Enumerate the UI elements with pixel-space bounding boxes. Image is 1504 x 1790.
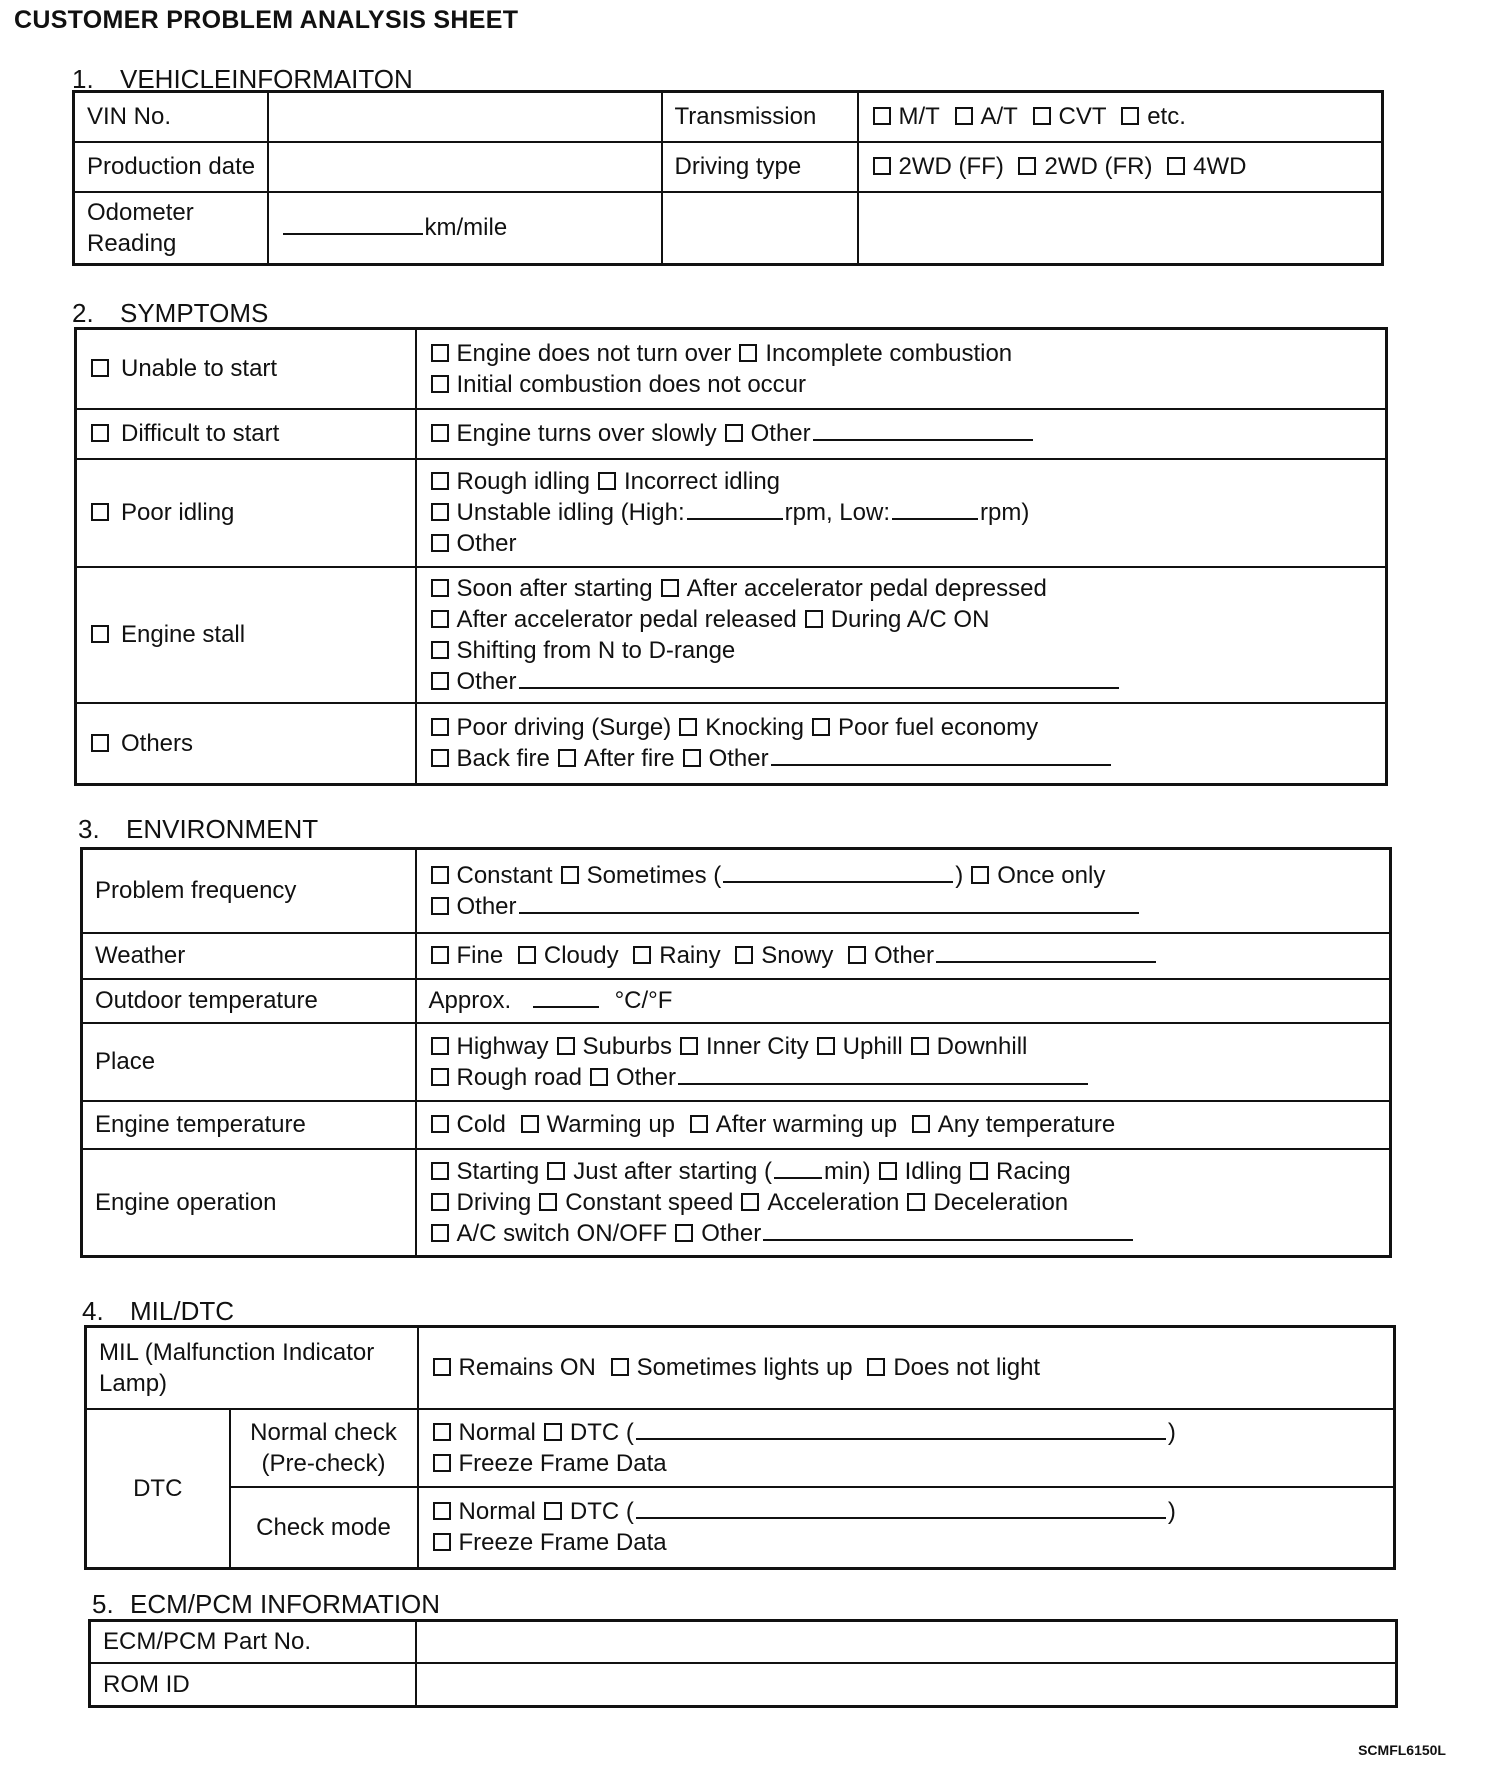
driving-type-label: Driving type — [662, 142, 858, 192]
checkbox[interactable] — [431, 1162, 449, 1180]
ecm-part-number-label: ECM/PCM Part No. — [90, 1621, 416, 1663]
checkbox[interactable] — [955, 107, 973, 125]
check-mode-options: Normal DTC ( ) Freeze Frame Data — [418, 1487, 1395, 1569]
checkbox[interactable] — [431, 472, 449, 490]
checkbox[interactable] — [433, 1358, 451, 1376]
checkbox[interactable] — [725, 424, 743, 442]
normal-check-options: Normal DTC ( ) Freeze Frame Data — [418, 1409, 1395, 1487]
checkbox[interactable] — [557, 1037, 575, 1055]
empty-cell — [858, 192, 1383, 265]
checkbox[interactable] — [431, 1115, 449, 1133]
checkbox[interactable] — [561, 866, 579, 884]
checkbox[interactable] — [431, 672, 449, 690]
transmission-label: Transmission — [662, 92, 858, 142]
checkbox[interactable] — [611, 1358, 629, 1376]
checkbox[interactable] — [735, 946, 753, 964]
difficult-to-start-cell: Difficult to start — [76, 409, 416, 459]
weather-options: Fine Cloudy Rainy Snowy Other — [416, 933, 1391, 979]
outdoor-temperature-label: Outdoor temperature — [82, 979, 416, 1023]
checkbox[interactable] — [683, 749, 701, 767]
driving-type-options: 2WD (FF) 2WD (FR) 4WD — [858, 142, 1383, 192]
symptoms-table — [74, 327, 1388, 786]
checkbox[interactable] — [431, 1037, 449, 1055]
checkbox[interactable] — [431, 344, 449, 362]
checkbox[interactable] — [633, 946, 651, 964]
transmission-options: M/T A/T CVT etc. — [858, 92, 1383, 142]
checkbox[interactable] — [971, 866, 989, 884]
checkbox[interactable] — [558, 749, 576, 767]
checkbox[interactable] — [431, 749, 449, 767]
engine-operation-label: Engine operation — [82, 1149, 416, 1257]
checkbox[interactable] — [598, 472, 616, 490]
checkbox[interactable] — [433, 1454, 451, 1472]
odometer-label: Odometer Reading — [74, 192, 268, 265]
checkbox[interactable] — [91, 503, 109, 521]
production-date-label: Production date — [74, 142, 268, 192]
checkbox[interactable] — [690, 1115, 708, 1133]
checkbox[interactable] — [91, 424, 109, 442]
checkbox[interactable] — [912, 1115, 930, 1133]
checkbox[interactable] — [544, 1502, 562, 1520]
vin-field[interactable] — [268, 92, 662, 142]
difficult-to-start-options: Engine turns over slowly Other — [416, 409, 1387, 459]
checkbox[interactable] — [547, 1162, 565, 1180]
checkbox[interactable] — [590, 1068, 608, 1086]
mil-dtc-table — [84, 1325, 1396, 1570]
unable-to-start-cell: Unable to start — [76, 329, 416, 409]
engine-operation-options: Starting Just after starting ( min) Idling Racing Driving Constant speed Acceleration Deceleration A/C switch ON/OFF Other — [416, 1149, 1391, 1257]
checkbox[interactable] — [521, 1115, 539, 1133]
checkbox[interactable] — [812, 718, 830, 736]
checkbox[interactable] — [433, 1502, 451, 1520]
checkbox[interactable] — [679, 718, 697, 736]
checkbox[interactable] — [431, 897, 449, 915]
normal-check-label: Normal check (Pre-check) — [230, 1409, 418, 1487]
checkbox[interactable] — [873, 107, 891, 125]
checkbox[interactable] — [1018, 157, 1036, 175]
checkbox[interactable] — [431, 579, 449, 597]
rom-id-label: ROM ID — [90, 1663, 416, 1707]
vin-label: VIN No. — [74, 92, 268, 142]
checkbox[interactable] — [91, 359, 109, 377]
engine-stall-options: Soon after starting After accelerator pedal depressed After accelerator pedal released During A/C ON Shifting from N to D-range Other — [416, 567, 1387, 703]
section-4-heading: 4. MIL/DTC — [82, 1296, 234, 1326]
checkbox[interactable] — [680, 1037, 698, 1055]
checkbox[interactable] — [675, 1224, 693, 1242]
checkbox[interactable] — [817, 1037, 835, 1055]
problem-frequency-options: Constant Sometimes ( ) Once only Other — [416, 849, 1391, 933]
engine-stall-cell: Engine stall — [76, 567, 416, 703]
checkbox[interactable] — [805, 610, 823, 628]
problem-frequency-label: Problem frequency — [82, 849, 416, 933]
checkbox[interactable] — [431, 946, 449, 964]
page-title: CUSTOMER PROBLEM ANALYSIS SHEET — [14, 6, 519, 34]
checkbox[interactable] — [539, 1193, 557, 1211]
place-label: Place — [82, 1023, 416, 1101]
engine-temperature-label: Engine temperature — [82, 1101, 416, 1149]
section-2-heading: 2. SYMPTOMS — [72, 298, 269, 328]
checkbox[interactable] — [431, 375, 449, 393]
checkbox[interactable] — [1167, 157, 1185, 175]
weather-label: Weather — [82, 933, 416, 979]
engine-temperature-options: Cold Warming up After warming up Any temperature — [416, 1101, 1391, 1149]
checkbox[interactable] — [431, 1193, 449, 1211]
checkbox[interactable] — [1121, 107, 1139, 125]
checkbox[interactable] — [518, 946, 536, 964]
checkbox[interactable] — [867, 1358, 885, 1376]
checkbox[interactable] — [431, 424, 449, 442]
checkbox[interactable] — [741, 1193, 759, 1211]
ecm-part-number-field[interactable] — [416, 1621, 1397, 1663]
checkbox[interactable] — [431, 718, 449, 736]
unable-to-start-options: Engine does not turn over Incomplete combustion Initial combustion does not occur — [416, 329, 1387, 409]
checkbox[interactable] — [91, 734, 109, 752]
checkbox[interactable] — [907, 1193, 925, 1211]
others-cell: Others — [76, 703, 416, 785]
empty-cell — [662, 192, 858, 265]
production-date-field[interactable] — [268, 142, 662, 192]
checkbox[interactable] — [91, 625, 109, 643]
section-5-heading: 5. ECM/PCM INFORMATION — [92, 1589, 441, 1619]
others-options: Poor driving (Surge) Knocking Poor fuel economy Back fire After fire Other — [416, 703, 1387, 785]
section-3-heading: 3. ENVIRONMENT — [78, 814, 319, 844]
checkbox[interactable] — [848, 946, 866, 964]
checkbox[interactable] — [431, 503, 449, 521]
section-1-heading: 1. VEHICLEINFORMAITON — [72, 64, 413, 94]
checkbox[interactable] — [431, 1224, 449, 1242]
poor-idling-options: Rough idling Incorrect idling Unstable idling (High: rpm, Low: rpm) Other — [416, 459, 1387, 567]
checkbox[interactable] — [433, 1423, 451, 1441]
check-mode-label: Check mode — [230, 1487, 418, 1569]
checkbox[interactable] — [970, 1162, 988, 1180]
poor-idling-cell: Poor idling — [76, 459, 416, 567]
mil-options: Remains ON Sometimes lights up Does not light — [418, 1327, 1395, 1409]
figure-code: SCMFL6150L — [1358, 1742, 1446, 1758]
checkbox[interactable] — [739, 344, 757, 362]
vehicle-info-table — [72, 90, 1384, 266]
mil-label: MIL (Malfunction Indicator Lamp) — [86, 1327, 418, 1409]
checkbox[interactable] — [544, 1423, 562, 1441]
checkbox[interactable] — [873, 157, 891, 175]
checkbox[interactable] — [431, 866, 449, 884]
checkbox[interactable] — [433, 1533, 451, 1551]
checkbox[interactable] — [911, 1037, 929, 1055]
outdoor-temperature-field[interactable]: Approx. °C/°F — [416, 979, 1391, 1023]
checkbox[interactable] — [1033, 107, 1051, 125]
rom-id-field[interactable] — [416, 1663, 1397, 1707]
ecm-pcm-table — [88, 1619, 1398, 1708]
checkbox[interactable] — [431, 641, 449, 659]
dtc-label: DTC — [86, 1409, 230, 1569]
checkbox[interactable] — [431, 610, 449, 628]
checkbox[interactable] — [431, 534, 449, 552]
odometer-field[interactable]: km/mile — [268, 192, 662, 265]
checkbox[interactable] — [661, 579, 679, 597]
checkbox[interactable] — [431, 1068, 449, 1086]
environment-table — [80, 847, 1392, 1258]
place-options: Highway Suburbs Inner City Uphill Downhill Rough road Other — [416, 1023, 1391, 1101]
checkbox[interactable] — [879, 1162, 897, 1180]
